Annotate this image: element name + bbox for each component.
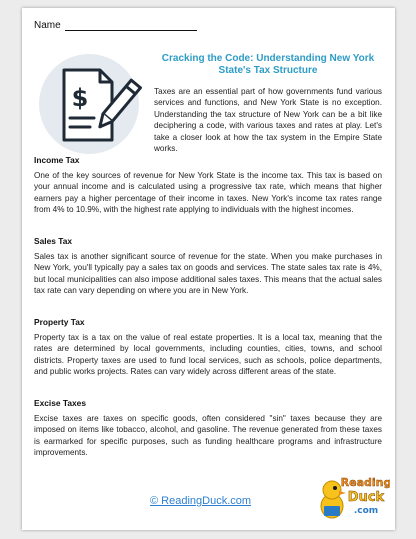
section-heading-income-tax: Income Tax: [34, 155, 80, 165]
logo-word-com: .com: [353, 506, 379, 516]
section-heading-sales-tax: Sales Tax: [34, 236, 73, 246]
name-field-row: [34, 20, 197, 31]
reading-duck-logo: [318, 472, 390, 524]
readingduck-link[interactable]: © ReadingDuck.com: [150, 495, 252, 507]
section-body-sales-tax: Sales tax is another significant source of revenue for the state. When you make purchases in New York, you'll typically pay a sales tax on goods and services. The state sales tax rate is 4%, but local municipalities can also impose additional sales taxes. This means that the actual sales tax rate can vary depending on where you are in New York.: [34, 252, 382, 296]
section-heading-property-tax: Property Tax: [34, 317, 85, 327]
logo-word-reading: Reading: [340, 476, 390, 489]
section-body-property-tax: Property tax is a tax on the value of real estate properties. It is a local tax, meaning that the rates are determined by local governments, including counties, cities, towns, and school districts. Property taxes are used to fund local services, such as schools, police departments, and public works projects. Rates can vary widely across different areas of the state.: [34, 333, 382, 377]
section-heading-excise-taxes: Excise Taxes: [34, 398, 86, 408]
worksheet-page: [22, 8, 395, 530]
section-body-excise-taxes: Excise taxes are taxes on specific goods, often considered "sin" taxes because they are imposed on items like tobacco, alcohol, and gasoline. The revenue generated from these taxes is earmarked for specific purposes, such as funding healthcare programs and infrastructure improvements.: [34, 414, 382, 458]
tax-document-icon: [34, 48, 144, 158]
logo-word-duck: Duck: [347, 490, 385, 505]
svg-text:$: $: [71, 84, 89, 112]
name-blank-line[interactable]: [65, 21, 197, 31]
intro-paragraph: Taxes are an essential part of how governments fund various services and functions, and New York State is no exception. Understanding the tax structure of New York can be a bit like deciphering a code, with various taxes and rates at play. Let's take a closer look at how the tax system in the Empire State works.: [154, 87, 382, 154]
section-body-income-tax: One of the key sources of revenue for New York State is the income tax. This tax is based on your annual income and is calculated using a progressive tax rate, which means that higher earners pay a higher percentage of their income in taxes. New York's income tax rates range from 4% to 10.9%, with the highest rate applying to individuals with the highest incomes.: [34, 171, 382, 215]
worksheet-title: Cracking the Code: Understanding New York State's Tax Structure: [161, 53, 375, 76]
name-label: Name: [34, 20, 61, 31]
